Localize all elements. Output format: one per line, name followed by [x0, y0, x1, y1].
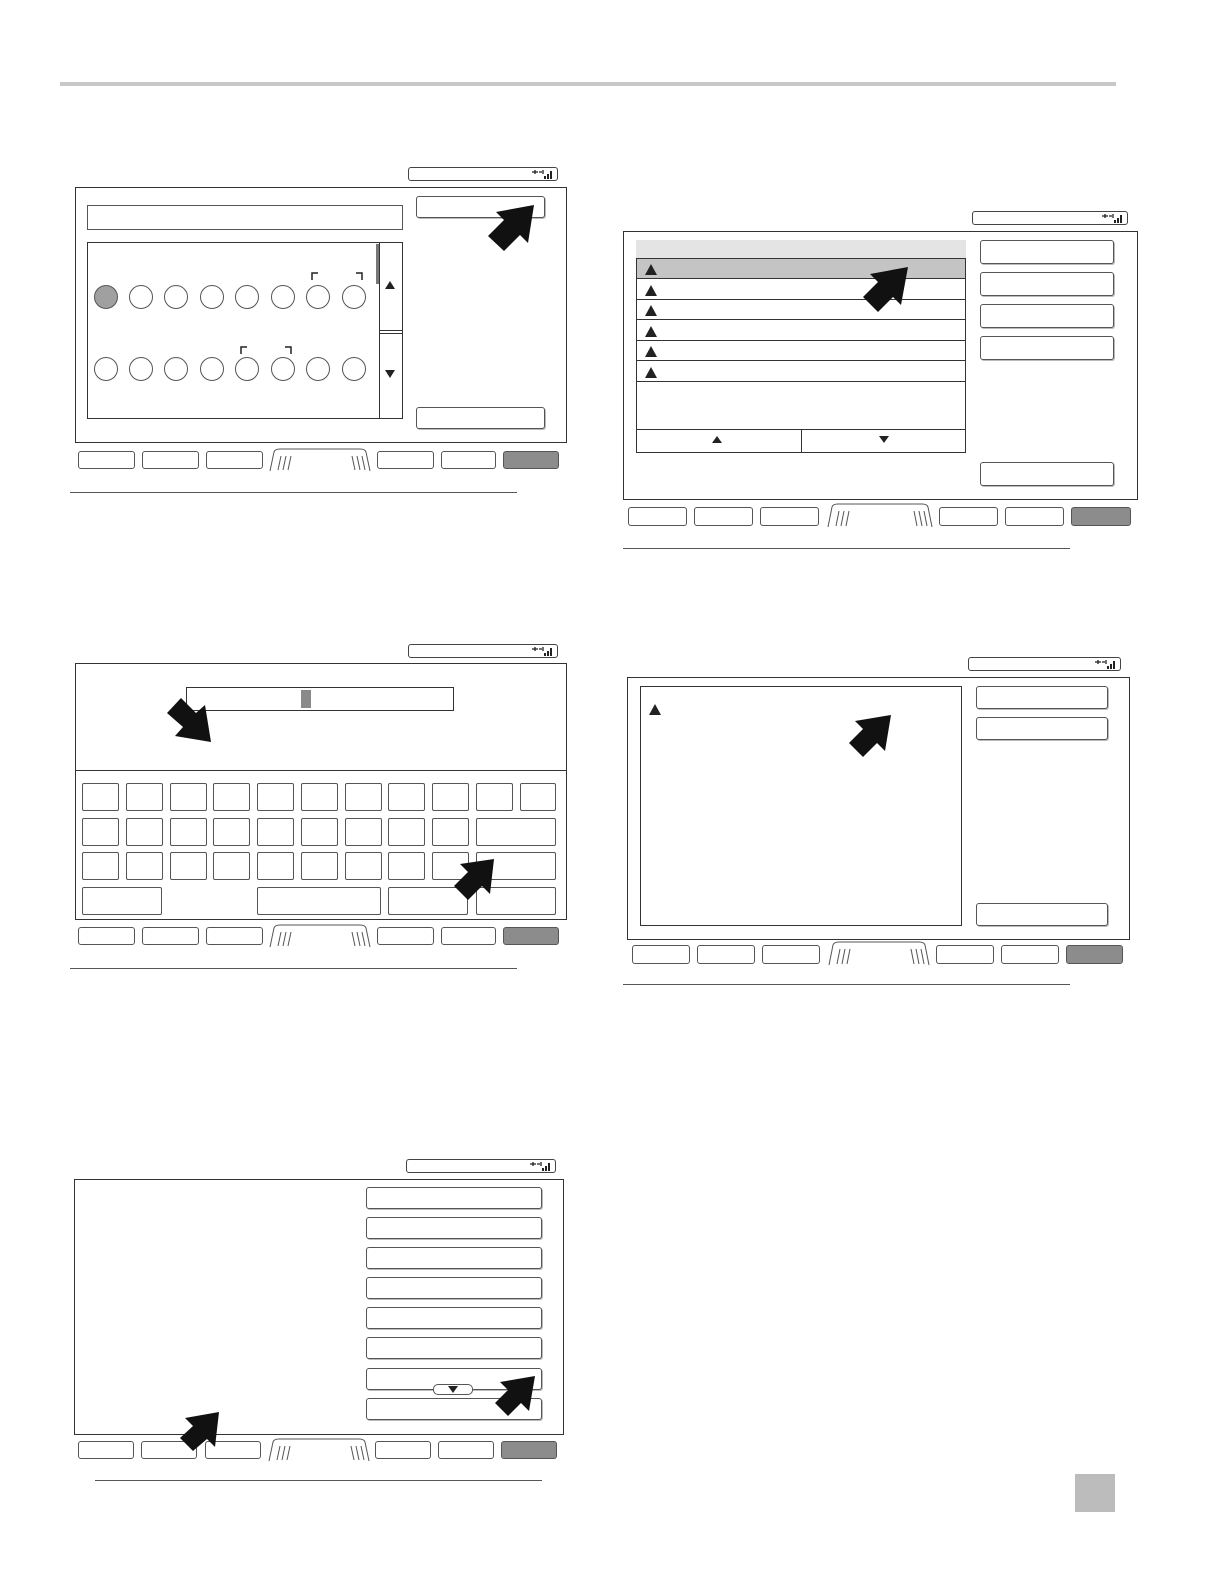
- channel-circle[interactable]: [164, 285, 188, 309]
- pointer-arrow-icon: [494, 1374, 538, 1418]
- pointer-arrow-icon: [860, 264, 912, 314]
- key[interactable]: [170, 783, 207, 811]
- nav-button[interactable]: [377, 451, 434, 469]
- warning-triangle-icon: [645, 264, 657, 275]
- nav-button-active[interactable]: [501, 1441, 557, 1459]
- nav-button[interactable]: [78, 927, 135, 945]
- nav-button[interactable]: [206, 927, 263, 945]
- warning-triangle-icon: [649, 704, 661, 715]
- alarm-row-selected[interactable]: [637, 259, 965, 279]
- channel-circle[interactable]: [271, 285, 295, 309]
- scroll-thumb[interactable]: [376, 244, 379, 284]
- key[interactable]: [257, 818, 294, 846]
- side-button[interactable]: [976, 717, 1108, 740]
- warning-triangle-icon: [645, 346, 657, 357]
- pointer-arrow-icon: [484, 202, 538, 252]
- group-bracket: [310, 271, 364, 281]
- alarm-row[interactable]: [637, 280, 965, 300]
- channel-circle[interactable]: [306, 357, 330, 381]
- menu-button[interactable]: [366, 1277, 542, 1299]
- menu-button[interactable]: [366, 1187, 542, 1209]
- nav-center-tab[interactable]: [267, 1438, 371, 1462]
- key-wide[interactable]: [476, 818, 556, 846]
- key[interactable]: [213, 818, 250, 846]
- key[interactable]: [476, 783, 513, 811]
- channel-circle[interactable]: [235, 357, 259, 381]
- key[interactable]: [82, 818, 119, 846]
- side-button[interactable]: [976, 686, 1108, 709]
- bottom-right-button[interactable]: [416, 407, 545, 429]
- key[interactable]: [388, 783, 425, 811]
- nav-center-tab[interactable]: [826, 503, 934, 528]
- channel-grid-panel: [87, 242, 403, 419]
- status-bar: [972, 211, 1128, 225]
- bottom-right-button[interactable]: [976, 903, 1108, 926]
- channel-circle[interactable]: [271, 357, 295, 381]
- figure-caption-rule: [623, 548, 1070, 549]
- key[interactable]: [345, 852, 382, 880]
- text-cursor: [301, 690, 311, 708]
- figure-caption-rule: [95, 1480, 542, 1481]
- side-button[interactable]: [980, 304, 1114, 328]
- menu-button[interactable]: [366, 1247, 542, 1269]
- channel-circle[interactable]: [129, 357, 153, 381]
- nav-button[interactable]: [78, 1441, 134, 1459]
- network-signal-icon: [531, 646, 553, 657]
- network-signal-icon: [531, 169, 553, 180]
- pointer-arrow-icon: [165, 697, 215, 745]
- warning-triangle-icon: [645, 285, 657, 296]
- arrow-up-icon: [711, 435, 723, 444]
- nav-button-active[interactable]: [503, 451, 559, 469]
- key[interactable]: [126, 818, 163, 846]
- nav-button-active[interactable]: [1066, 945, 1123, 964]
- arrow-up-icon[interactable]: [384, 280, 396, 290]
- nav-center-tab[interactable]: [827, 941, 931, 966]
- channel-circle[interactable]: [200, 357, 224, 381]
- warning-triangle-icon: [645, 367, 657, 378]
- nav-button[interactable]: [694, 507, 753, 526]
- key[interactable]: [301, 783, 338, 811]
- nav-button[interactable]: [441, 451, 496, 469]
- arrow-down-icon[interactable]: [384, 369, 396, 379]
- alarm-row[interactable]: [637, 321, 965, 341]
- nav-button[interactable]: [762, 945, 820, 964]
- key[interactable]: [520, 783, 556, 811]
- alarm-detail-panel: [640, 686, 962, 926]
- key[interactable]: [345, 818, 382, 846]
- alarm-row[interactable]: [637, 341, 965, 361]
- status-bar: [408, 167, 558, 181]
- page-number-box: [1075, 1474, 1115, 1512]
- pointer-arrow-icon: [452, 856, 498, 902]
- side-button[interactable]: [980, 336, 1114, 360]
- menu-button[interactable]: [366, 1307, 542, 1329]
- nav-button[interactable]: [377, 927, 434, 945]
- menu-button[interactable]: [366, 1217, 542, 1239]
- status-bar: [406, 1159, 556, 1173]
- nav-button[interactable]: [438, 1441, 494, 1459]
- nav-button[interactable]: [939, 507, 998, 526]
- nav-center-tab[interactable]: [268, 448, 372, 472]
- key-wide[interactable]: [82, 887, 162, 915]
- network-signal-icon: [1101, 213, 1123, 224]
- channel-circle[interactable]: [235, 285, 259, 309]
- nav-button-active[interactable]: [1071, 507, 1131, 526]
- warning-triangle-icon: [645, 305, 657, 316]
- key[interactable]: [170, 818, 207, 846]
- chevron-down-icon: [447, 1385, 459, 1394]
- scroll-separator: [379, 330, 403, 334]
- status-bar: [968, 657, 1121, 671]
- key[interactable]: [257, 852, 294, 880]
- key[interactable]: [126, 852, 163, 880]
- name-field[interactable]: [87, 205, 403, 230]
- nav-button[interactable]: [206, 451, 263, 469]
- text-entry-field[interactable]: [186, 687, 454, 711]
- nav-button[interactable]: [142, 927, 199, 945]
- figure-caption-rule: [623, 984, 1070, 985]
- nav-button[interactable]: [375, 1441, 431, 1459]
- key[interactable]: [213, 852, 250, 880]
- space-key[interactable]: [257, 887, 381, 915]
- arrow-down-icon: [878, 435, 890, 444]
- key[interactable]: [388, 818, 425, 846]
- key[interactable]: [82, 783, 119, 811]
- alarm-row[interactable]: [637, 300, 965, 320]
- key[interactable]: [82, 852, 119, 880]
- key[interactable]: [213, 783, 250, 811]
- bottom-right-button[interactable]: [980, 462, 1114, 486]
- figure-caption-rule: [70, 968, 517, 969]
- key[interactable]: [301, 818, 338, 846]
- alarm-row[interactable]: [637, 362, 965, 382]
- nav-button[interactable]: [697, 945, 755, 964]
- channel-circle[interactable]: [164, 357, 188, 381]
- side-button[interactable]: [980, 272, 1114, 296]
- alarm-list-header: [636, 240, 966, 259]
- warning-triangle-icon: [645, 326, 657, 337]
- channel-circle[interactable]: [342, 357, 366, 381]
- channel-circle[interactable]: [306, 285, 330, 309]
- key[interactable]: [345, 783, 382, 811]
- channel-circle[interactable]: [342, 285, 366, 309]
- keyboard-divider: [75, 770, 567, 771]
- channel-circle[interactable]: [94, 357, 118, 381]
- channel-circle[interactable]: [129, 285, 153, 309]
- side-button[interactable]: [980, 240, 1114, 264]
- nav-button[interactable]: [1001, 945, 1059, 964]
- key[interactable]: [170, 852, 207, 880]
- key[interactable]: [257, 783, 294, 811]
- network-signal-icon: [1094, 659, 1116, 670]
- key[interactable]: [301, 852, 338, 880]
- nav-button[interactable]: [78, 451, 135, 469]
- nav-center-tab[interactable]: [268, 924, 372, 948]
- pointer-arrow-icon: [178, 1410, 222, 1452]
- menu-button[interactable]: [366, 1337, 542, 1359]
- channel-circle[interactable]: [94, 285, 118, 309]
- channel-circle[interactable]: [200, 285, 224, 309]
- nav-button[interactable]: [760, 507, 819, 526]
- key[interactable]: [432, 783, 469, 811]
- nav-button[interactable]: [1005, 507, 1064, 526]
- nav-button-active[interactable]: [503, 927, 559, 945]
- figure-caption-rule: [70, 492, 517, 493]
- status-bar: [408, 644, 558, 658]
- key[interactable]: [388, 852, 425, 880]
- nav-button[interactable]: [632, 945, 690, 964]
- network-signal-icon: [529, 1161, 551, 1172]
- nav-button[interactable]: [142, 451, 199, 469]
- header-rule: [60, 82, 1116, 86]
- nav-button[interactable]: [628, 507, 687, 526]
- pointer-arrow-icon: [846, 712, 894, 760]
- nav-button[interactable]: [936, 945, 994, 964]
- key[interactable]: [432, 818, 469, 846]
- nav-button[interactable]: [441, 927, 496, 945]
- key[interactable]: [126, 783, 163, 811]
- group-bracket: [239, 345, 293, 355]
